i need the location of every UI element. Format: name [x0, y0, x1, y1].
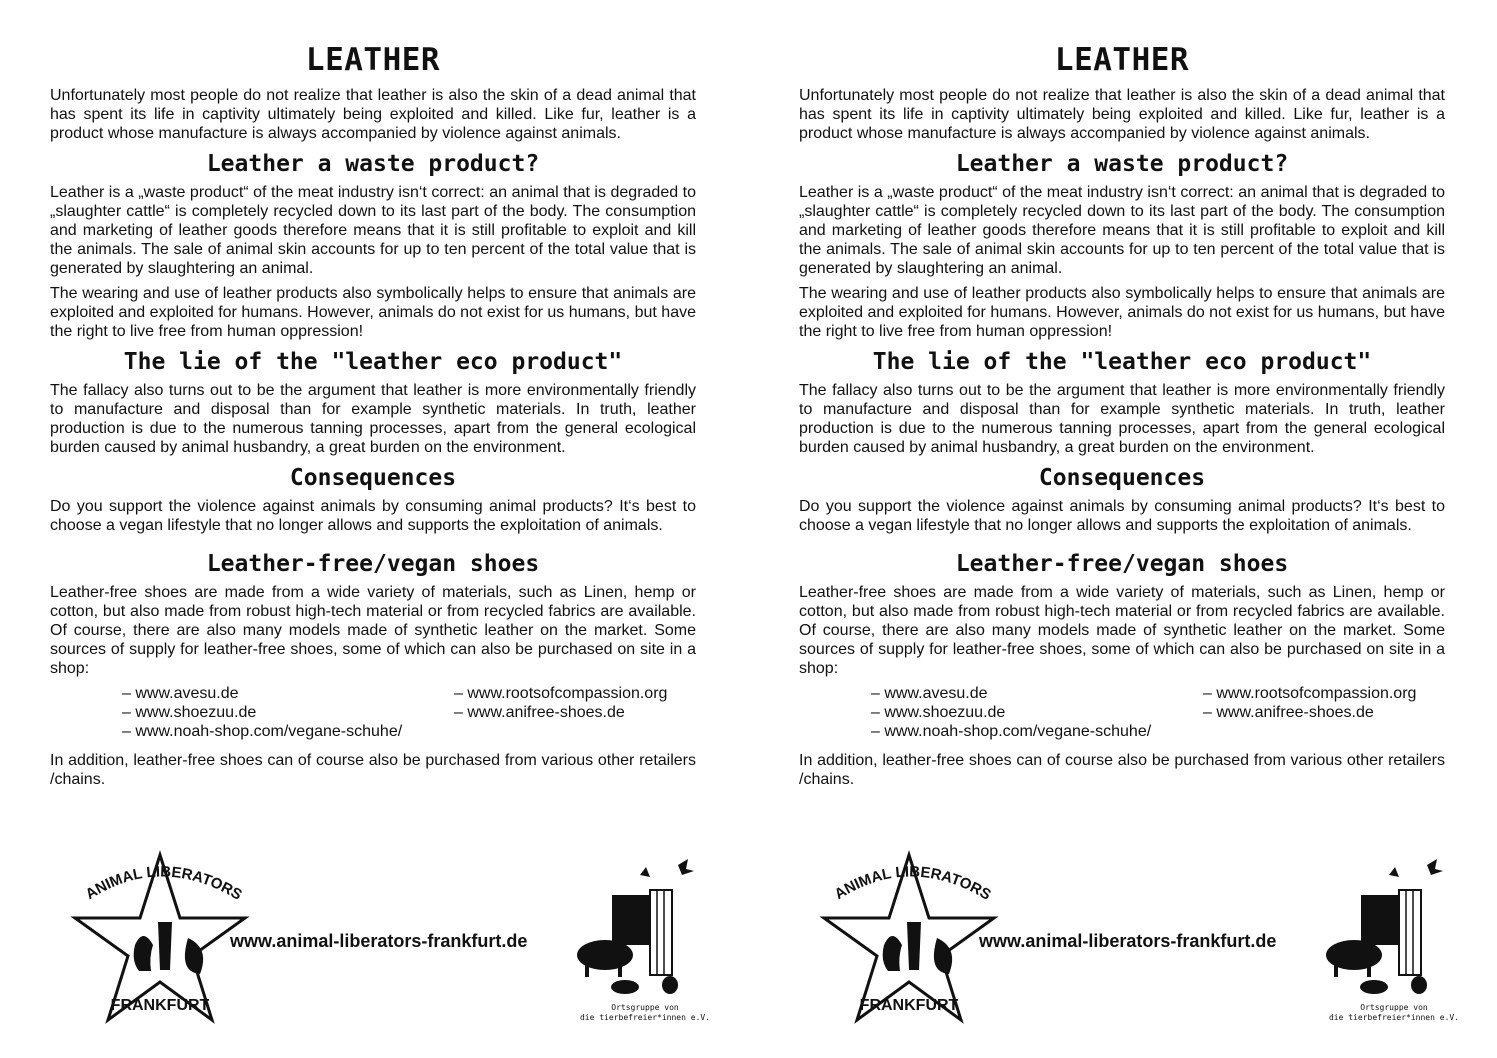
consequences-paragraph: Do you support the violence against animals by consuming animal products? It‘s best to choose a vegan lifestyle that no longer allows and supports the exploitation of animals.: [50, 498, 696, 534]
leaf-icon: [934, 938, 952, 974]
website-link[interactable]: www.animal-liberators-frankfurt.de: [230, 931, 528, 951]
tbf-caption: Ortsgruppe von die tierbefreier*innen e.V.: [1328, 1003, 1460, 1022]
link-shoezuu[interactable]: – www.shoezuu.de: [871, 704, 1006, 721]
animals-cage-icon: [560, 855, 720, 1000]
shoes-paragraph-1: Leather-free shoes are made from a wide variety of materials, such as Linen, hemp or cotton, but also made from robust high-tech material or from recycled fabrics are available. Of course, there are also many models made of synthetic leather on the market. Some sources of supply for leather-free shoes, some of which can also be purchased on site in a shop:: [799, 584, 1445, 677]
footer: [50, 850, 720, 1030]
logo-bottom-text: FRANKFURT: [110, 997, 210, 1014]
eco-paragraph: The fallacy also turns out to be the argument that leather is more environmentally friendly to manufacture and disposal than for example synthetic materials. In truth, leather production is due to the numerous tanning processes, apart from the general ecological burden caused by animal husbandry, a great burden on the environment.: [50, 382, 696, 456]
leaf-icon: [185, 938, 203, 974]
website-link[interactable]: www.animal-liberators-frankfurt.de: [979, 931, 1277, 951]
shoes-paragraph-1: Leather-free shoes are made from a wide variety of materials, such as Linen, hemp or cotton, but also made from robust high-tech material or from recycled fabrics are available. Of course, there are also many models made of synthetic leather on the market. Some sources of supply for leather-free shoes, some of which can also be purchased on site in a shop:: [50, 584, 696, 677]
intro-paragraph: Unfortunately most people do not realize that leather is also the skin of a dead animal that has spent its life in captivity ultimately being exploited and killed. Like fur, leather is a product whose manufacture is always accompanied by violence against animals.: [50, 87, 696, 142]
heading-eco: The lie of the "leather eco product": [872, 349, 1372, 375]
heading-eco: The lie of the "leather eco product": [123, 349, 623, 375]
tbf-caption: Ortsgruppe von die tierbefreier*innen e.V.: [579, 1003, 711, 1022]
fist-icon: [134, 936, 153, 971]
link-rootsofcompassion[interactable]: – www.rootsofcompassion.org: [1203, 685, 1417, 702]
heading-shoes: Leather-free/vegan shoes: [955, 551, 1289, 577]
link-rootsofcompassion[interactable]: – www.rootsofcompassion.org: [454, 685, 668, 702]
eco-paragraph: The fallacy also turns out to be the argument that leather is more environmentally friendly to manufacture and disposal than for example synthetic materials. In truth, leather production is due to the numerous tanning processes, apart from the general ecological burden caused by animal husbandry, a great burden on the environment.: [799, 382, 1445, 456]
animals-cage-icon: [1309, 855, 1469, 1000]
waste-paragraph-2: The wearing and use of leather products also symbolically helps to ensure that animals are exploited and exploited for humans. However, animals do not exist for us humans, but have the right to live free from human oppression!: [799, 285, 1445, 340]
heading-consequences: Consequences: [289, 465, 457, 491]
intro-paragraph: Unfortunately most people do not realize that leather is also the skin of a dead animal that has spent its life in captivity ultimately being exploited and killed. Like fur, leather is a product whose manufacture is always accompanied by violence against animals.: [799, 87, 1445, 142]
link-anifree[interactable]: – www.anifree-shoes.de: [1203, 704, 1374, 721]
consequences-paragraph: Do you support the violence against animals by consuming animal products? It‘s best to choose a vegan lifestyle that no longer allows and supports the exploitation of animals.: [799, 498, 1445, 534]
link-avesu[interactable]: – www.avesu.de: [122, 685, 239, 702]
logo-top-text: ANIMAL LIBERATORS: [82, 863, 245, 904]
content-column: [799, 40, 1445, 795]
paw-icon: [158, 922, 172, 970]
waste-paragraph-1: Leather is a „waste product“ of the meat industry isn‘t correct: an animal that is degraded to „slaughter cattle“ is completely recycled down to its last part of the body. The consumption and marketing of leather goods therefore means that it is still profitable to exploit and kill the animals. The sale of animal skin accounts for up to ten percent of the total value that is generated by slaughtering an animal.: [50, 184, 696, 277]
link-shoezuu[interactable]: – www.shoezuu.de: [122, 704, 257, 721]
shoes-paragraph-2: In addition, leather-free shoes can of course also be purchased from various other retailers /chains.: [50, 752, 696, 788]
tierbefreier-logo: [560, 855, 720, 1025]
link-noah-shop[interactable]: – www.noah-shop.com/vegane-schuhe/: [871, 723, 1152, 740]
shop-links: [871, 684, 1445, 741]
content-column: [50, 40, 696, 795]
heading-waste: Leather a waste product?: [955, 151, 1289, 177]
flyer-page-left: [0, 0, 748, 1058]
shop-links: [122, 684, 696, 741]
logo-bottom-text: FRANKFURT: [859, 997, 959, 1014]
flyer-page-right: [749, 0, 1497, 1058]
fist-icon: [883, 936, 902, 971]
shoes-paragraph-2: In addition, leather-free shoes can of course also be purchased from various other retailers /chains.: [799, 752, 1445, 788]
page-title: LEATHER: [1054, 42, 1190, 78]
tierbefreier-logo: [1309, 855, 1469, 1025]
page-title: LEATHER: [305, 42, 441, 78]
waste-paragraph-2: The wearing and use of leather products also symbolically helps to ensure that animals are exploited and exploited for humans. However, animals do not exist for us humans, but have the right to live free from human oppression!: [50, 285, 696, 340]
heading-consequences: Consequences: [1038, 465, 1206, 491]
heading-shoes: Leather-free/vegan shoes: [206, 551, 540, 577]
waste-paragraph-1: Leather is a „waste product“ of the meat industry isn‘t correct: an animal that is degraded to „slaughter cattle“ is completely recycled down to its last part of the body. The consumption and marketing of leather goods therefore means that it is still profitable to exploit and kill the animals. The sale of animal skin accounts for up to ten percent of the total value that is generated by slaughtering an animal.: [799, 184, 1445, 277]
paw-icon: [907, 922, 921, 970]
logo-top-text: ANIMAL LIBERATORS: [831, 863, 994, 904]
heading-waste: Leather a waste product?: [206, 151, 540, 177]
link-noah-shop[interactable]: – www.noah-shop.com/vegane-schuhe/: [122, 723, 403, 740]
footer: [799, 850, 1469, 1030]
link-anifree[interactable]: – www.anifree-shoes.de: [454, 704, 625, 721]
link-avesu[interactable]: – www.avesu.de: [871, 685, 988, 702]
